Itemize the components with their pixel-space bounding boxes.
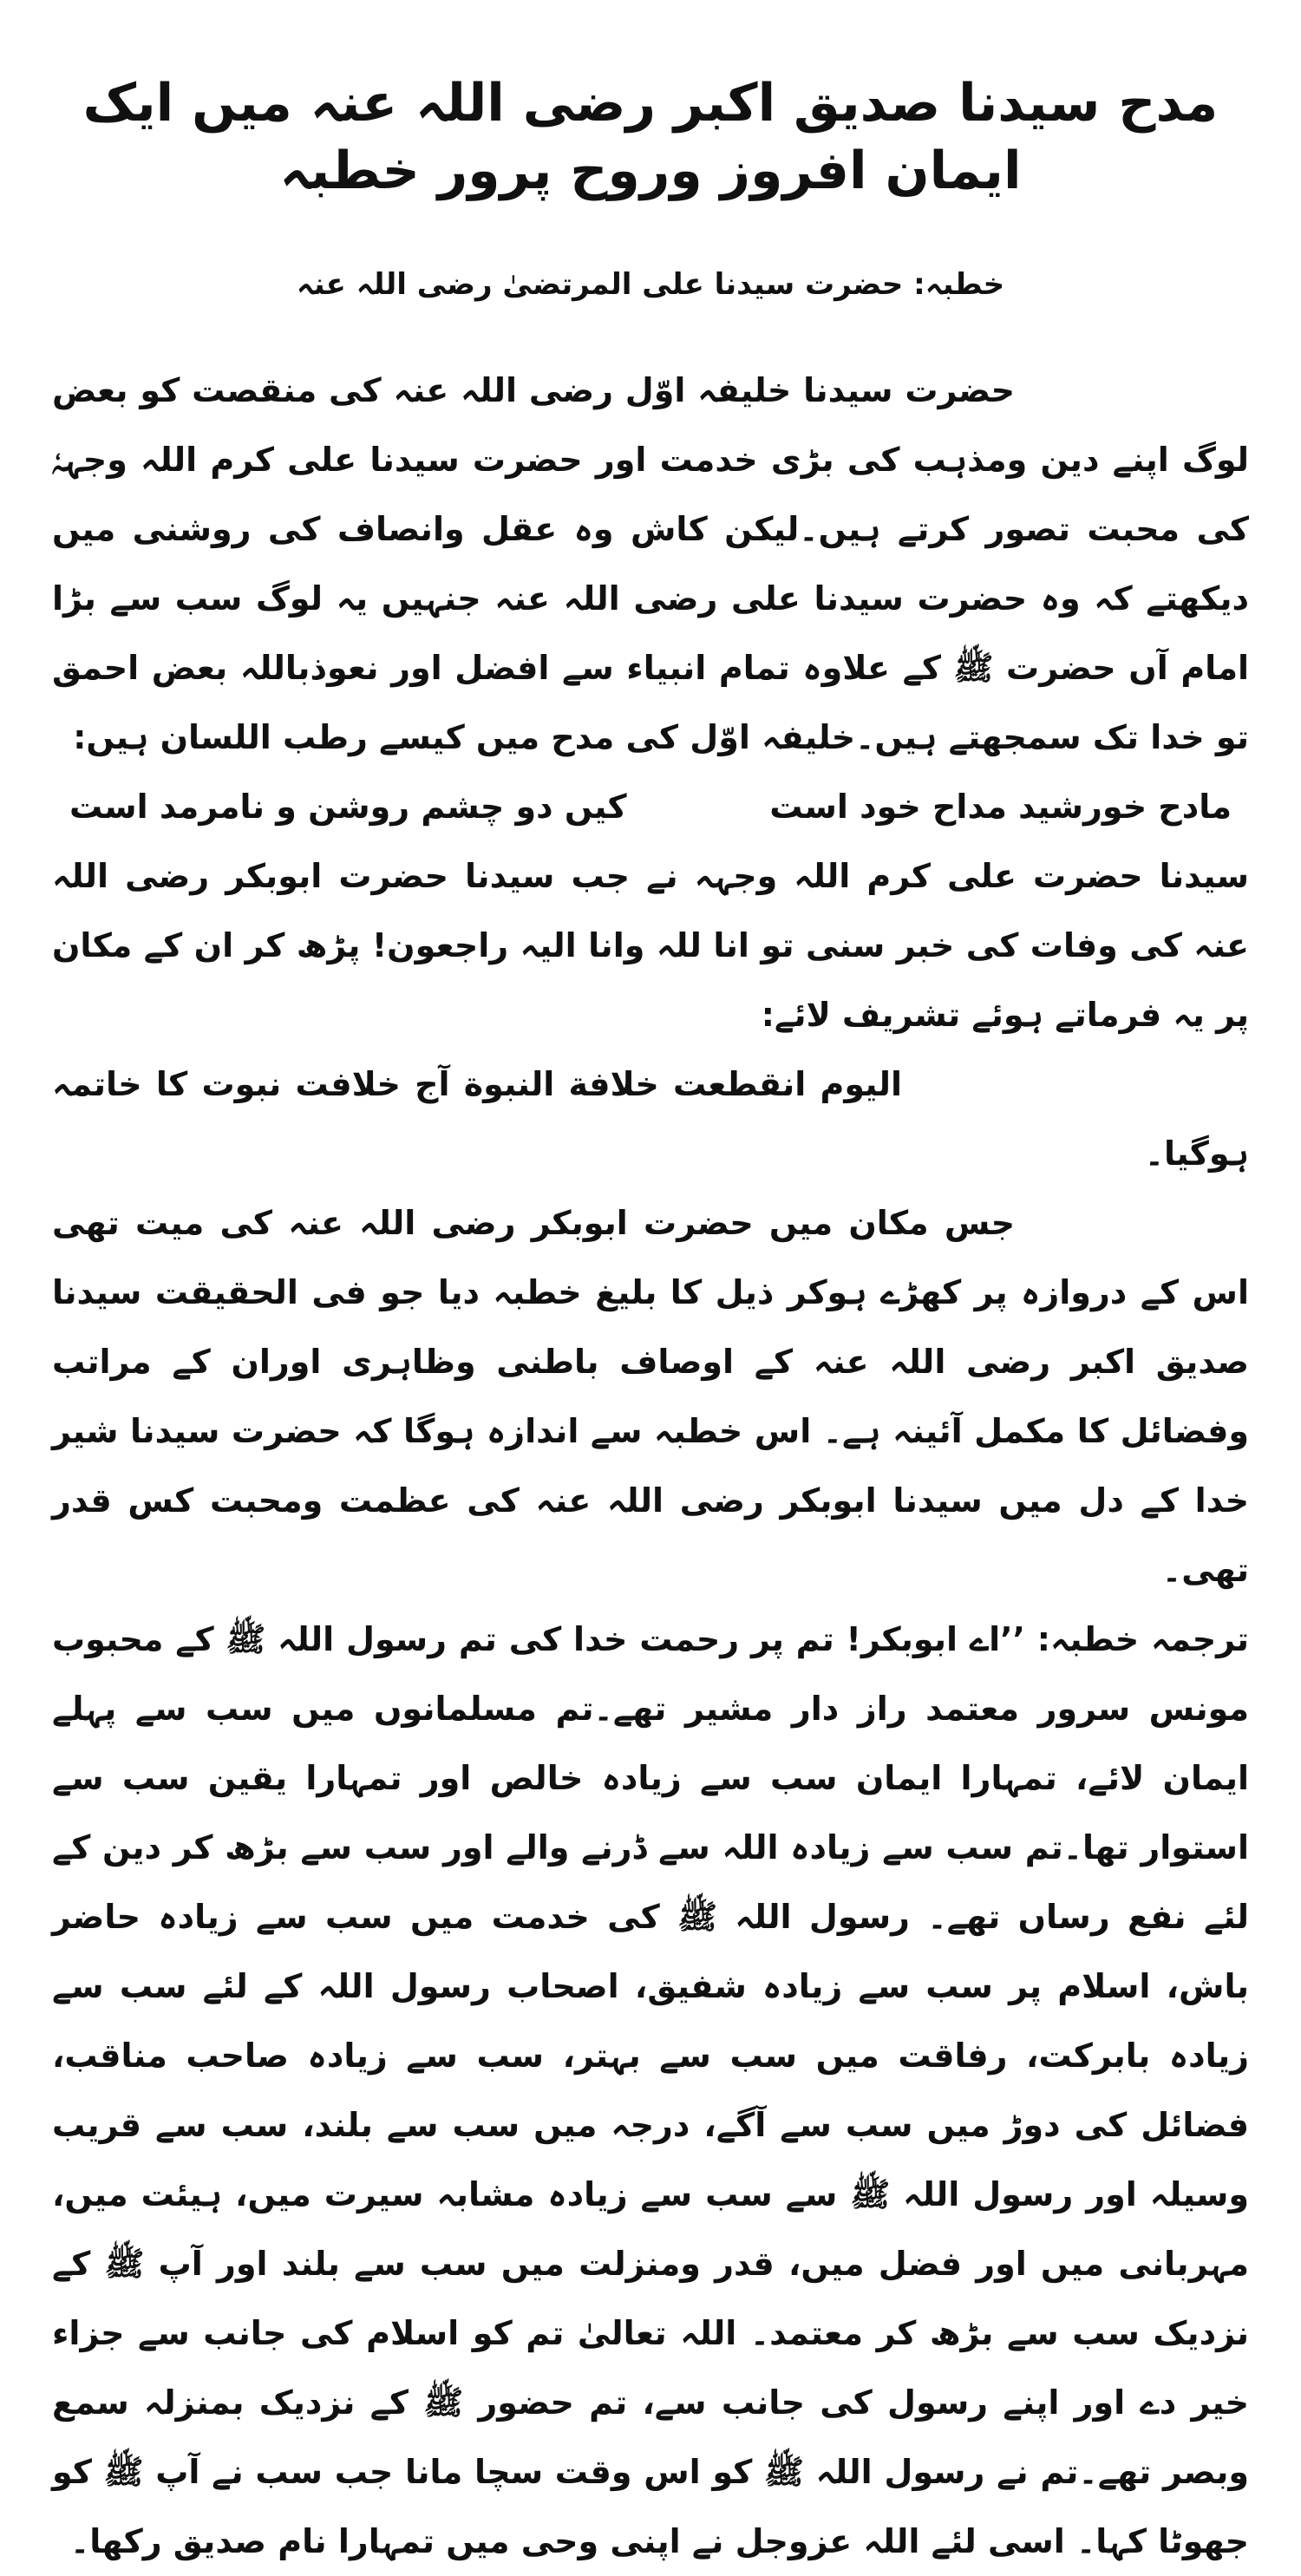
paragraph-news-of-death: سیدنا حضرت علی کرم اللہ وجہہ نے جب سیدنا حضرت ابوبکر رضی اللہ عنہ کی وفات کی خبر سنی تو انا للہ وانا الیہ راجعون! پڑھ کر ان کے مکان پر یہ فرماتے ہوئے تشریف لائے:: [52, 857, 1249, 1035]
verse-first-half: مادح خورشید مداح خود است: [769, 788, 1232, 827]
document-body: [52, 356, 1249, 2576]
intro-paragraph: حضرت سیدنا خلیفہ اوّل رضی اللہ عنہ کی منقصت کو بعض لوگ اپنے دین ومذہب کی بڑی خدمت اور حضرت سیدنا علی کرم اللہ وجہہٗ کی محبت تصور کرتے ہیں۔لیکن کاش وہ عقل وانصاف کی روشنی میں دیکھتے کہ وہ حضرت سیدنا علی رضی اللہ عنہ جنہیں یہ لوگ سب سے بڑا امام آں حضرت ﷺ کے علاوہ تمام انبیاء سے افضل اور نعوذباللہ بعض احمق تو خدا تک سمجھتے ہیں۔خلیفہ اوّل کی مدح میں کیسے رطب اللسان ہیں:: [52, 371, 1249, 757]
page-title: مدح سیدنا صدیق اکبر رضی اللہ عنہ میں ایک ایمان افروز وروح پرور خطبہ: [82, 73, 1219, 201]
paragraph-sermon-context: جس مکان میں حضرت ابوبکر رضی اللہ عنہ کی میت تھی اس کے دروازہ پر کھڑے ہوکر ذیل کا بلیغ خطبہ دیا جو فی الحقیقت سیدنا صدیق اکبر رضی اللہ عنہ کے اوصاف باطنی وظاہری اوران کے مراتب وفضائل کا مکمل آئینہ ہے۔ اس خطبہ سے اندازہ ہوگا کہ حضرت سیدنا شیر خدا کے دل میں سیدنا ابوبکر رضی اللہ عنہ کی عظمت ومحبت کس قدر تھی۔: [52, 1204, 1249, 1590]
verse-second-half: کیں دو چشم روشن و نامرمد است: [69, 788, 627, 827]
arabic-quote-line: الیوم انقطعت خلافة النبوة آج خلافت نبوت کا خاتمہ ہوگیا۔: [52, 1065, 1249, 1174]
paragraph-sermon-translation: ترجمہ خطبہ: ’’اے ابوبکر! تم پر رحمت خدا کی تم رسول اللہ ﷺ کے محبوب مونس سرور معتمد راز دار مشیر تھے۔تم مسلمانوں میں سب سے پہلے ایمان لائے، تمہارا ایمان سب سے زیادہ خالص اور تمہارا یقین سب سے استوار تھا۔تم سب سے زیادہ اللہ سے ڈرنے والے اور سب سے بڑھ کر دین کے لئے نفع رساں تھے۔ رسول اللہ ﷺ کی خدمت میں سب سے زیادہ حاضر باش، اسلام پر سب سے زیادہ شفیق، اصحاب رسول اللہ کے لئے سب سے زیادہ بابرکت، رفاقت میں سب سے بہتر، سب سے زیادہ صاحب مناقب، فضائل کی دوڑ میں سب سے آگے، درجہ میں سب سے بلند، سب سے قریب وسیلہ اور رسول اللہ ﷺ سے سب سے زیادہ مشابہ سیرت میں، ہیئت میں، مہربانی میں اور فضل میں، قدر ومنزلت میں سب سے بلند اور آپ ﷺ کے نزدیک سب سے بڑھ کر معتمد۔ اللہ تعالیٰ تم کو اسلام کی جانب سے جزاء خیر دے اور اپنے رسول کی جانب سے، تم حضور ﷺ کے نزدیک بمنزلہ سمع وبصر تھے۔تم نے رسول اللہ ﷺ کو اس وقت سچا مانا جب سب نے آپ ﷺ کو جھوٹا کہا۔ اسی لئے اللہ عزوجل نے اپنی وحی میں تمہارا نام صدیق رکھا۔: [52, 1620, 1249, 2561]
persian-verse: [52, 772, 1249, 841]
byline: خطبہ: حضرت سیدنا علی المرتضیٰ رضی اللہ عنہ: [296, 267, 1005, 302]
